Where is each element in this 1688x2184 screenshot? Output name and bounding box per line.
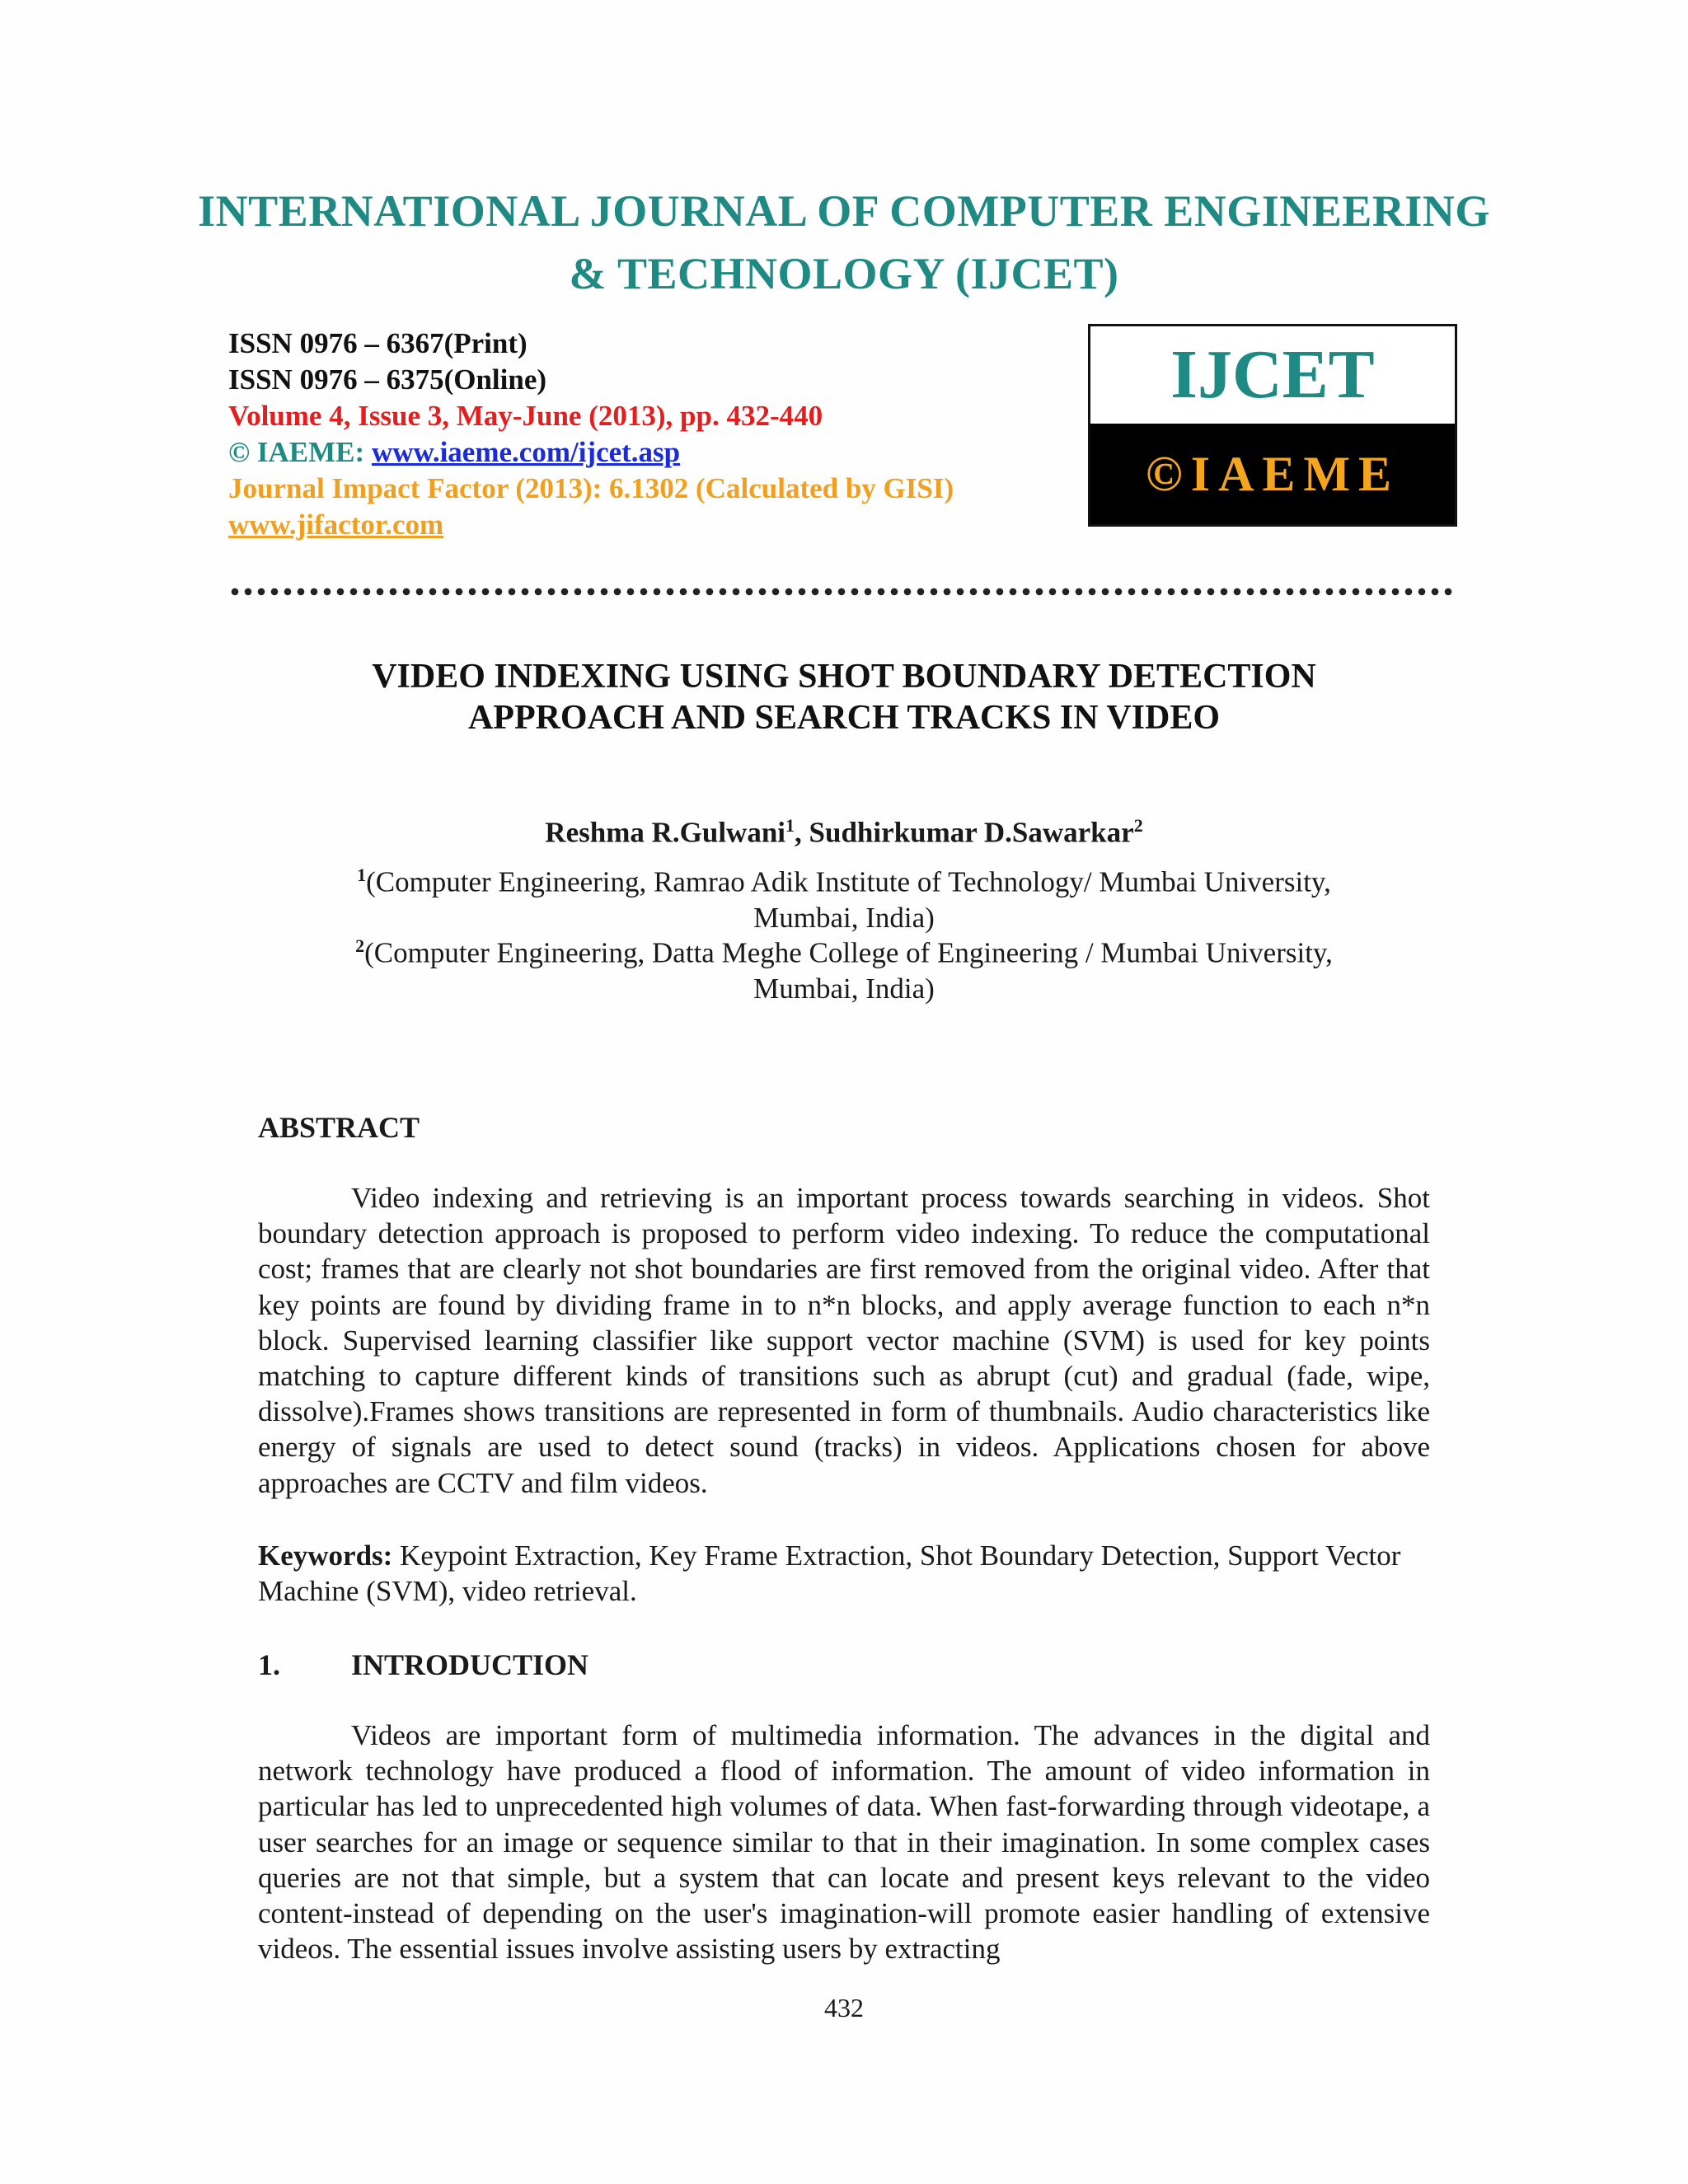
paper-title xyxy=(0,656,1688,738)
impact-factor: Journal Impact Factor (2013): 6.1302 (Calculated by GISI) xyxy=(228,472,954,504)
abstract-heading: ABSTRACT xyxy=(258,1111,420,1144)
author-separator: , xyxy=(795,816,809,849)
affiliation-1-marker: 1 xyxy=(357,865,367,885)
author-1: Reshma R.Gulwani xyxy=(545,816,786,849)
section-number: 1. xyxy=(258,1648,280,1681)
affiliation-2 xyxy=(0,928,1688,1006)
paper-title-line2: APPROACH AND SEARCH TRACKS IN VIDEO xyxy=(467,699,1221,737)
dotted-divider xyxy=(228,587,1456,597)
iaeme-prefix: © IAEME: xyxy=(228,436,372,468)
journal-title-line1: INTERNATIONAL JOURNAL OF COMPUTER ENGINEERING xyxy=(198,186,1490,236)
affiliation-1-text: (Computer Engineering, Ramrao Adik Institute of Technology/ Mumbai University, xyxy=(366,865,1331,898)
affiliation-2-line2: Mumbai, India) xyxy=(753,972,935,1005)
logo-top-text: IJCET xyxy=(1090,326,1455,424)
author-2: Sudhirkumar D.Sawarkar xyxy=(809,816,1134,849)
introduction-text: Videos are important form of multimedia information. The advances in the digital and network technology have produced a flood of information. The amount of video information in particular has led to unprecedented high volumes of data. When fast-forwarding through videotape, a user searches for an image or sequence similar to that in their imagination. In some complex cases queries are not that simple, but a system that can locate and present keys relevant to the video content-instead of depending on the user's imagination-will promote easier handling of extensive videos. The essential issues involve assisting users by extracting xyxy=(258,1719,1430,1966)
journal-info-block xyxy=(228,326,954,543)
affiliation-1 xyxy=(0,857,1688,935)
page-number: 432 xyxy=(824,1993,864,2022)
iaeme-link[interactable]: www.iaeme.com/ijcet.asp xyxy=(371,436,681,468)
volume-info: Volume 4, Issue 3, May-June (2013), pp. 432-440 xyxy=(228,400,823,432)
keywords-text: Keypoint Extraction, Key Frame Extraction, Shot Boundary Detection, Support Vector Machine (SVM), video retrieval. xyxy=(258,1540,1401,1608)
affiliation-2-marker: 2 xyxy=(355,935,365,956)
paper-title-line1: VIDEO INDEXING USING SHOT BOUNDARY DETECTION xyxy=(372,658,1316,696)
keywords-label: Keywords: xyxy=(258,1540,393,1572)
introduction-heading xyxy=(258,1647,588,1683)
ijcet-logo xyxy=(1088,324,1457,527)
jifactor-link[interactable]: www.jifactor.com xyxy=(228,509,444,541)
logo-bottom-text: ©IAEME xyxy=(1090,424,1455,524)
journal-title-line2: & TECHNOLOGY (IJCET) xyxy=(569,249,1119,298)
author-2-affil-marker: 2 xyxy=(1133,815,1143,836)
issn-print: ISSN 0976 – 6367(Print) xyxy=(228,327,528,359)
section-title: INTRODUCTION xyxy=(351,1648,589,1681)
journal-title xyxy=(0,180,1688,305)
jifactor-line xyxy=(228,507,954,543)
affiliation-2-text: (Computer Engineering, Datta Meghe College of Engineering / Mumbai University, xyxy=(364,936,1333,969)
affiliation-2-line1 xyxy=(0,928,1688,971)
affiliation-1-line2: Mumbai, India) xyxy=(753,901,935,934)
abstract-text: Video indexing and retrieving is an important process towards searching in videos. Shot boundary detection approach is proposed to perform video indexing. To reduce the computational cost; frames that are clearly not shot boundaries are first removed from the original video. After that key points are found by dividing frame in to n*n blocks, and apply average function to each n*n block. Supervised learning classifier like support vector machine (SVM) is used for key points matching to capture different kinds of transitions such as abrupt (cut) and gradual (fade, wipe, dissolve).Frames shows transitions are represented in form of thumbnails. Audio characteristics like energy of signals are used to detect sound (tracks) in videos. Applications chosen for above approaches are CCTV and film videos. xyxy=(258,1182,1430,1499)
issn-online: ISSN 0976 – 6375(Online) xyxy=(228,363,547,396)
keywords xyxy=(258,1538,1430,1609)
affiliation-1-line1 xyxy=(0,857,1688,900)
author-1-affil-marker: 1 xyxy=(785,815,795,836)
iaeme-line xyxy=(228,434,954,471)
authors-line xyxy=(0,808,1688,851)
